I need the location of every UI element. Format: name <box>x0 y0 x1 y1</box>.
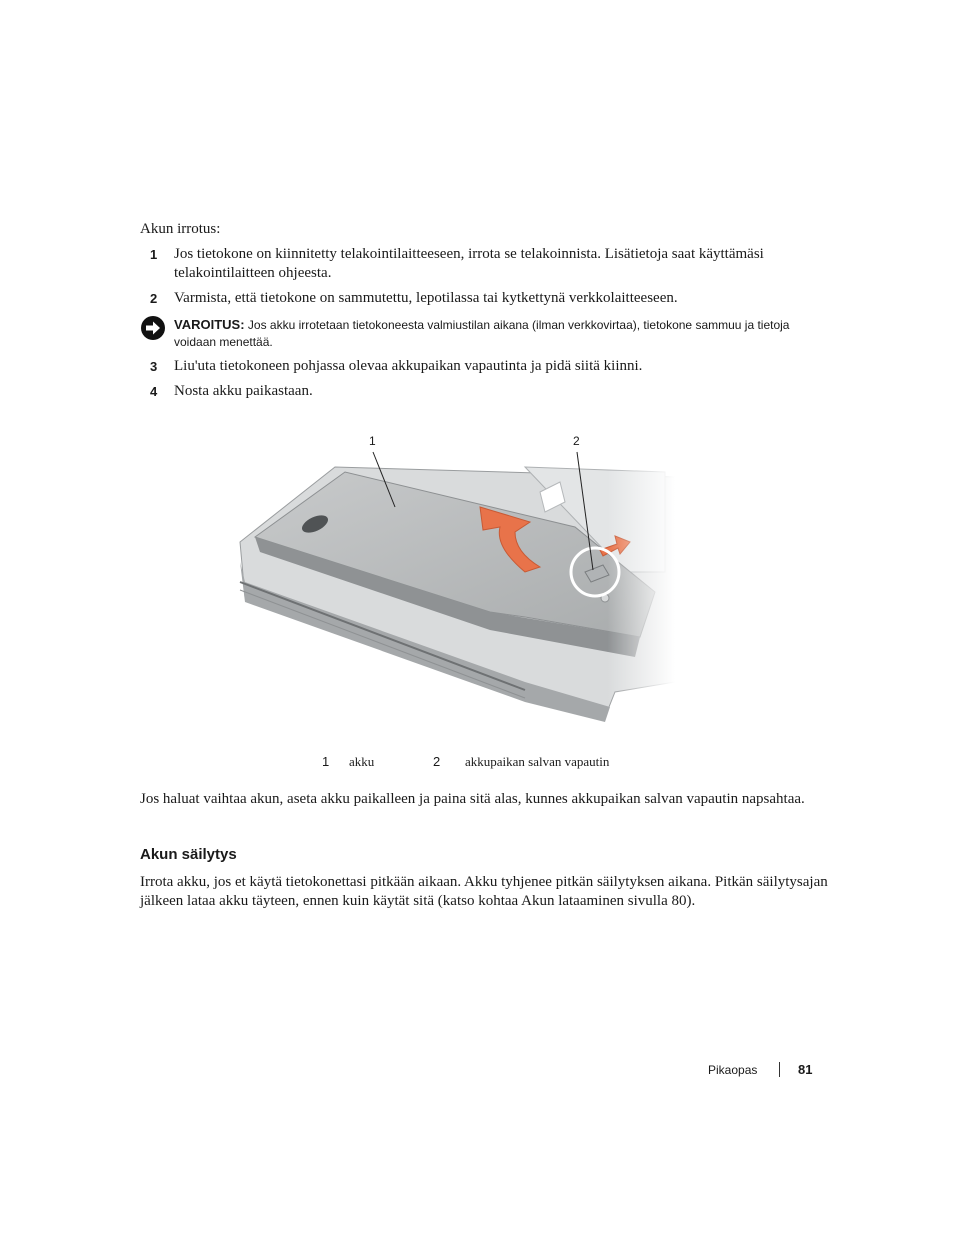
footer-separator <box>779 1062 780 1077</box>
warning-body <box>174 316 814 351</box>
storage-paragraph: Irrota akku, jos et käytä tietokonettasi pitkään aikaan. Akku tyhjenee pitkän säilytyksen aikana. Pitkän säilytysajan jälkeen lataa akku täyteen, ennen kuin käytät sitä (katso kohtaa Akun lataaminen sivulla 80). <box>140 874 828 909</box>
intro-text: Akun irrotus: <box>140 221 221 237</box>
warning-arrow-icon <box>140 315 166 341</box>
replace-battery-paragraph: Jos haluat vaihtaa akun, aseta akku paikalleen ja paina sitä alas, kunnes akkupaikan salvan vapautin napsahtaa. <box>140 791 805 807</box>
step-text: Nosta akku paikastaan. <box>174 383 313 399</box>
step-number: 1 <box>150 247 158 262</box>
step-number: 2 <box>150 291 158 306</box>
step-text: Jos tietokone on kiinnitetty telakointilaitteeseen, irrota se telakoinnista. Lisätietoja saat käyttämäsi telakointilaitteen ohjeesta. <box>174 246 764 281</box>
section-heading: Akun säilytys <box>140 846 237 863</box>
legend-label: akkupaikan salvan vapautin <box>465 754 610 769</box>
footer-label: Pikaopas <box>708 1063 758 1077</box>
step-number: 3 <box>150 359 158 374</box>
step-text: Varmista, että tietokone on sammutettu, lepotilassa tai kytkettynä verkkolaitteeseen. <box>174 290 678 306</box>
legend-num: 2 <box>433 754 441 769</box>
warning-message: Jos akku irrotetaan tietokoneesta valmiustilan aikana (ilman verkkovirtaa), tietokone sammuu ja tietoja voidaan menettää. <box>174 318 790 349</box>
step-number: 4 <box>150 384 158 399</box>
step-text: Liu'uta tietokoneen pohjassa olevaa akkupaikan vapautinta ja pidä siitä kiinni. <box>174 358 643 374</box>
legend-num: 1 <box>322 754 330 769</box>
battery-removal-illustration <box>225 432 675 732</box>
warning-label: VAROITUS: <box>174 317 245 332</box>
legend-label: akku <box>349 754 375 769</box>
page-number: 81 <box>798 1062 813 1077</box>
